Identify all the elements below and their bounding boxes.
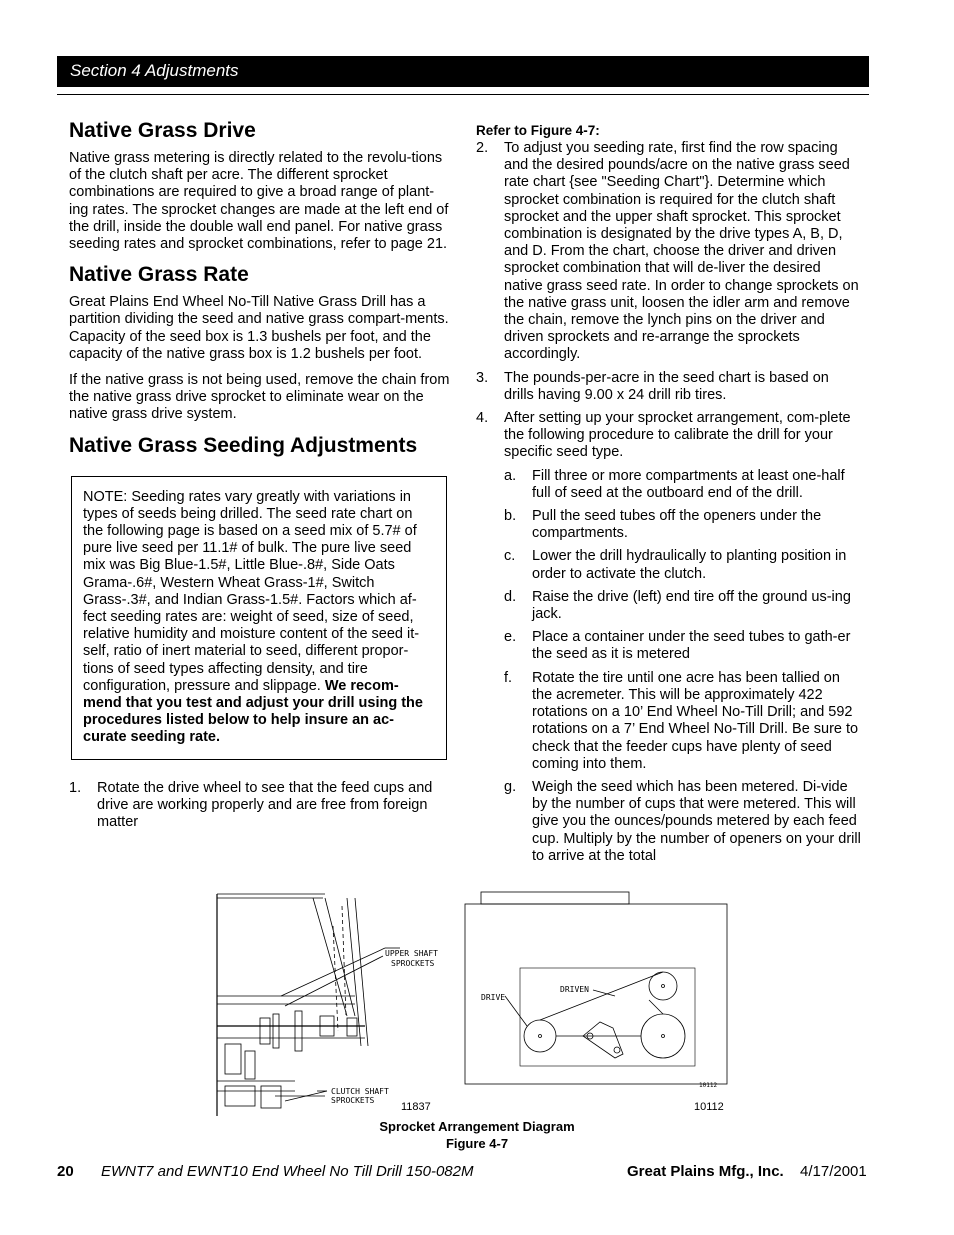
sub-item-letter: c. xyxy=(504,548,516,565)
section-title: Section 4 Adjustments xyxy=(70,61,239,80)
label-upper-sprockets: SPROCKETS xyxy=(391,959,435,968)
item-text: The pounds-per-acre in the seed chart is based on drills having 9.00 x 24 drill rib tires. xyxy=(504,369,829,403)
note-box xyxy=(71,476,447,760)
sub-list-item xyxy=(476,589,861,623)
item-number: 2. xyxy=(476,140,489,156)
sub-list-item xyxy=(476,629,861,663)
sub-item-text: Rotate the tire until one acre has been tallied on the acremeter. This will be approximately 422 rotations on a 10’ End Wheel No-Till Drill; and 592 rotations on a 7’ End Wheel No-Till Drill. Be sure to check that the feeder cups have plenty of seed coming into them. xyxy=(532,669,859,772)
right-drawing xyxy=(465,892,727,1089)
note-bold: We recom-mend that you test and adjust your drill using the procedures listed below to help insure an ac-curate seeding rate. xyxy=(83,677,423,746)
item-text: After setting up your sprocket arrangement, com-plete the following procedure to calibrate the drill for your specific seed type. xyxy=(504,410,851,461)
refer-figure: Refer to Figure 4-7: xyxy=(476,123,600,138)
section-header-bar xyxy=(57,56,869,87)
sub-item-letter: b. xyxy=(504,508,517,525)
paragraph-rate: Great Plains End Wheel No-Till Native Grass Drill has a partition dividing the seed and native grass compart-ments. Capacity of the seed box is 1.3 bushels per foot, and the capacity of the native grass box is 1.2 bushels per foot. xyxy=(69,294,449,362)
item-number: 3. xyxy=(476,369,489,386)
footer-company: Great Plains Mfg., Inc. xyxy=(627,1163,784,1180)
right-column xyxy=(476,123,861,871)
header-rule xyxy=(57,94,869,95)
paragraph-drive: Native grass metering is directly related to the revolu-tions of the clutch shaft per acre. The different sprocket combinations are required to give a broad range of plant-ing rates. The sprocket changes are made at the left end of the drill, inside the double wall end panel. For native grass seeding rates and sprocket combinations, refer to page 21. xyxy=(69,150,449,253)
sub-list-item xyxy=(476,670,861,773)
label-upper-shaft: UPPER SHAFT xyxy=(385,949,438,958)
paragraph-not-used: If the native grass is not being used, remove the chain from the native grass drive sprocket to eliminate wear on the native grass drive system. xyxy=(69,372,450,423)
heading-seeding-adjustments: Native Grass Seeding Adjustments xyxy=(69,433,418,457)
sub-item-text: Place a container under the seed tubes to gath-er the seed as it is metered xyxy=(532,629,851,663)
figure-caption: Sprocket Arrangement Diagram xyxy=(379,1119,575,1134)
sub-item-text: Fill three or more compartments at least one-half full of seed at the outboard end of the drill. xyxy=(532,467,845,501)
drawing-small-number: 10112 xyxy=(699,1082,718,1089)
left-drawing xyxy=(217,894,438,1116)
item-text: To adjust you seeding rate, first find the row spacing and the desired pounds/acre on the native grass seed rate chart {see "Seeding Chart"}. Determine which sprocket combination is required for the clutch shaft sprocket and the upper shaft sprocket. This sprocket combination is designated by the drive types A, B, D, and D. From the chart, choose the driver and driven sprocket combination that will de-liver the desired native grass seed rate. In order to change sprockets on the native grass unit, loosen the idler arm and remove the chain, remove the lynch pins on the driver and driven sprockets and re-arrange the sprockets accordingly. xyxy=(504,140,859,363)
sprocket-figure xyxy=(205,886,745,1121)
label-clutch-sprockets: SPROCKETS xyxy=(331,1096,375,1105)
heading-native-grass-rate: Native Grass Rate xyxy=(69,263,249,287)
drawing-number-left: 11837 xyxy=(401,1101,431,1113)
sprocket-diagram xyxy=(205,886,745,1121)
label-clutch-shaft: CLUTCH SHAFT xyxy=(331,1087,389,1096)
sub-list-item xyxy=(476,548,861,582)
item-number: 1. xyxy=(69,779,82,796)
list-item xyxy=(476,370,861,404)
sub-item-letter: d. xyxy=(504,588,517,605)
page-number: 20 xyxy=(57,1163,74,1180)
note-text xyxy=(83,489,435,747)
sub-item-letter: f. xyxy=(504,669,513,686)
list-item xyxy=(476,140,861,364)
item-number: 4. xyxy=(476,410,489,427)
footer-date: 4/17/2001 xyxy=(800,1163,867,1180)
sub-item-text: Pull the seed tubes off the openers under the compartments. xyxy=(532,508,822,542)
footer-title: EWNT7 and EWNT10 End Wheel No Till Drill 150-082M xyxy=(101,1163,474,1180)
figure-number: Figure 4-7 xyxy=(445,1136,509,1151)
label-driven: DRIVEN xyxy=(560,985,589,994)
note-body: NOTE: Seeding rates vary greatly with variations in types of seeds being drilled. The seed rate chart on the following page is based on a seed mix of 5.7# of pure live seed per 11.1# of bulk. The pure live seed mix was Big Blue-1.5#, Little Blue-.8#, Side Oats Grama-.6#, Western Wheat Grass-1#, Switch Grass-.3#, and Indian Grass-1.5#. Factors which af-fect seeding rates are: weight of seed, size of seed, relative humidity and moisture content of the seed it-self, ratio of inert material to seed, different propor-tions of seed types affecting density, and tire configuration, pressure and slippage. xyxy=(83,488,420,694)
sub-list-item xyxy=(476,779,861,865)
left-column xyxy=(69,118,451,837)
sub-list-item xyxy=(476,468,861,502)
sub-item-text: Lower the drill hydraulically to planting position in order to activate the clutch. xyxy=(532,548,847,582)
sub-item-letter: g. xyxy=(504,778,517,795)
list-item xyxy=(476,410,861,462)
heading-native-grass-drive: Native Grass Drive xyxy=(69,119,256,142)
sub-item-text: Weigh the seed which has been metered. Di-vide by the number of cups that were metered. This will give you the ounces/pounds metered by each feed cup. Multiply by the number of openers on your drill to arrive at the total xyxy=(532,778,861,864)
sub-item-letter: a. xyxy=(504,467,517,484)
sub-item-letter: e. xyxy=(504,629,517,646)
drawing-number-right: 10112 xyxy=(694,1101,724,1113)
item-text: Rotate the drive wheel to see that the feed cups and drive are working properly and are free from foreign matter xyxy=(97,779,433,831)
list-item xyxy=(69,780,451,832)
sub-item-text: Raise the drive (left) end tire off the ground us-ing jack. xyxy=(532,588,851,623)
label-drive: DRIVE xyxy=(481,993,506,1002)
sub-list-item xyxy=(476,508,861,542)
